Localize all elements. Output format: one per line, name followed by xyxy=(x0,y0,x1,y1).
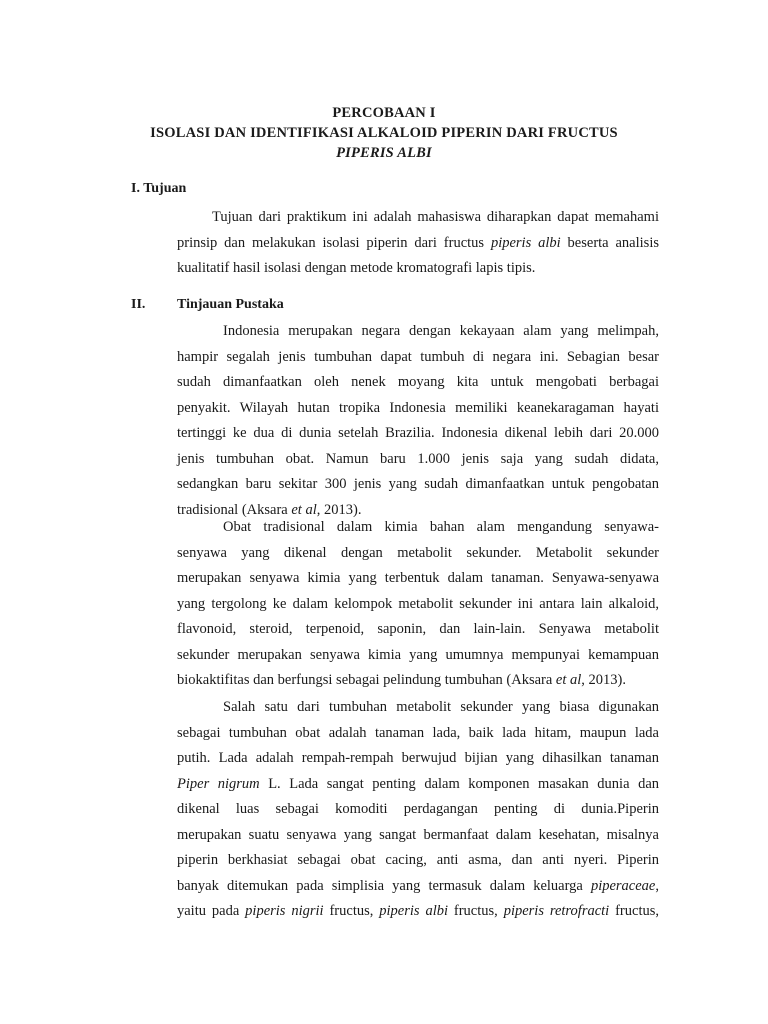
p1-line: tradisional (Aksara et al, 2013). xyxy=(177,501,362,518)
p2-line: biokaktifitas dan berfungsi sebagai pelindung tumbuhan (Aksara et al, 2013). xyxy=(177,672,627,688)
p2-line: senyawa yang dikenal dengan metabolit sekunder. Metabolit sekunder xyxy=(177,544,659,561)
p3-line: yaitu pada piperis nigrii fructus, piperis albi fructus, piperis retrofracti fructus, xyxy=(177,903,659,919)
section-2-heading: Tinjauan Pustaka xyxy=(177,297,284,312)
p3-line: banyak ditemukan pada simplisia yang termasuk dalam keluarga piperaceae, xyxy=(177,877,659,894)
section-1-paragraph xyxy=(177,205,659,282)
section-2-paragraph-1 xyxy=(177,319,659,523)
p2-line: merupakan senyawa kimia yang terbentuk dalam tanaman. Senyawa-senyawa xyxy=(177,570,659,586)
p3-line: merupakan suatu senyawa yang sangat bermanfaat dalam kesehatan, misalnya xyxy=(177,826,659,843)
p3-line: sebagai tumbuhan obat adalah tanaman lada, baik lada hitam, maupun lada xyxy=(177,724,659,741)
title-line-1: PERCOBAAN I xyxy=(332,105,436,121)
p1-line: sedangkan baru sekitar 300 jenis yang sudah dimanfaatkan untuk pengobatan xyxy=(177,476,659,492)
p3-line: piperin berkhasiat sebagai obat cacing, anti asma, dan anti nyeri. Piperin xyxy=(177,852,659,868)
p1-line: tertinggi ke dua di dunia setelah Brazilia. Indonesia dikenal lebih dari 20.000 xyxy=(177,425,659,441)
section-1-heading: I. Tujuan xyxy=(131,181,187,196)
tujuan-line: Tujuan dari praktikum ini adalah mahasiswa diharapkan dapat memahami xyxy=(212,209,659,225)
tujuan-line: kualitatif hasil isolasi dengan metode kromatografi lapis tipis. xyxy=(177,260,536,276)
p3-line: Piper nigrum L. Lada sangat penting dalam komponen masakan dunia dan xyxy=(177,775,659,792)
p3-line: putih. Lada adalah rempah-rempah berwujud bijian yang dihasilkan tanaman xyxy=(177,750,659,766)
title-line-2: ISOLASI DAN IDENTIFIKASI ALKALOID PIPERIN DARI FRUCTUS xyxy=(150,125,618,141)
p1-line: jenis tumbuhan obat. Namun baru 1.000 jenis saja yang sudah didata, xyxy=(177,450,659,467)
title-line-3: PIPERIS ALBI xyxy=(336,145,432,161)
p2-line: sekunder merupakan senyawa kimia yang umumnya mempunyai kemampuan xyxy=(177,646,659,663)
p1-line: penyakit. Wilayah hutan tropika Indonesia memiliki keanekaragaman hayati xyxy=(177,399,659,416)
tujuan-line: prinsip dan melakukan isolasi piperin dari fructus piperis albi beserta analisis xyxy=(177,234,659,251)
p2-line: yang tergolong ke dalam kelompok metabolit sekunder ini antara lain alkaloid, xyxy=(177,595,659,612)
p3-line: Salah satu dari tumbuhan metabolit sekunder yang biasa digunakan xyxy=(223,699,659,715)
p1-line: hampir segalah jenis tumbuhan dapat tumbuh di negara ini. Sebagian besar xyxy=(177,348,659,365)
p3-line: dikenal luas sebagai komoditi perdagangan penting di dunia.Piperin xyxy=(177,801,659,817)
p1-line: Indonesia merupakan negara dengan kekayaan alam yang melimpah, xyxy=(223,323,659,339)
p2-line: flavonoid, steroid, terpenoid, saponin, dan lain-lain. Senyawa metabolit xyxy=(177,621,659,637)
p2-line: Obat tradisional dalam kimia bahan alam mengandung senyawa- xyxy=(223,519,659,535)
document-title xyxy=(0,103,768,163)
section-2-paragraph-2 xyxy=(177,515,659,694)
p1-line: sudah dimanfaatkan oleh nenek moyang kita untuk mengobati berbagai xyxy=(177,374,659,390)
section-2-number: II. xyxy=(131,297,146,312)
section-2-paragraph-3 xyxy=(177,695,659,925)
